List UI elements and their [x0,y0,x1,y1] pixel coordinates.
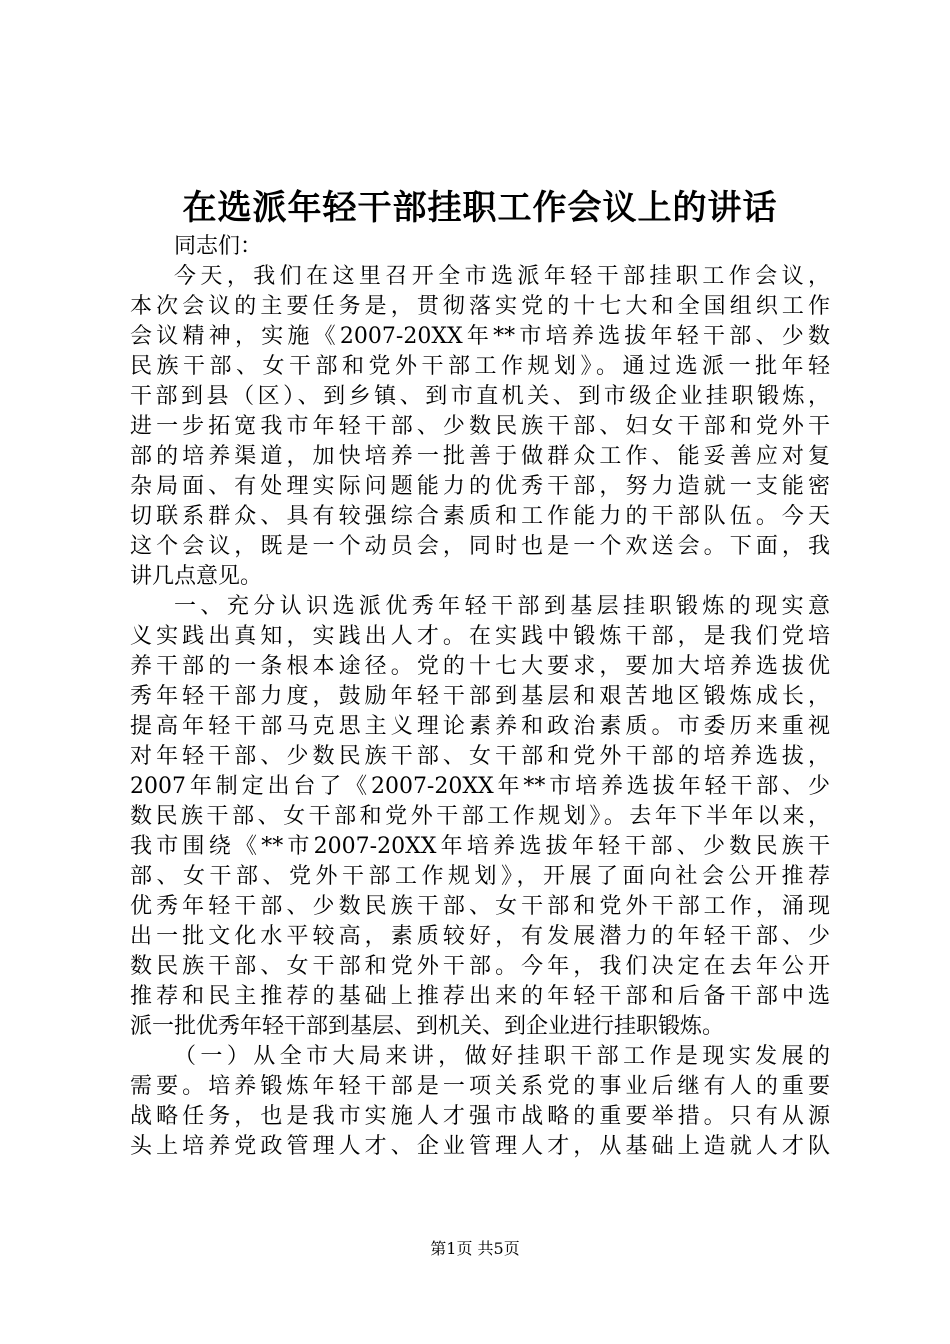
document-title: 在选派年轻干部挂职工作会议上的讲话 [182,188,778,228]
text-line: 讲几点意见。 [130,564,263,589]
page-footer: 第1页 共5页 [430,1239,520,1258]
text-line: 对年轻干部、少数民族干部、女干部和党外干部的培养选拔， [130,744,830,769]
text-line: 派一批优秀年轻干部到基层、到机关、到企业进行挂职锻炼。 [130,1014,725,1039]
text-line: 切联系群众、具有较强综合素质和工作能力的干部队伍。今天 [130,504,830,529]
text-line: 杂局面、有处理实际问题能力的优秀干部，努力造就一支能密 [130,474,830,499]
text-line: 这个会议，既是一个动员会，同时也是一个欢送会。下面，我 [130,534,830,559]
text-line: 优秀年轻干部、少数民族干部、女干部和党外干部工作，涌现 [130,894,830,919]
text-line: 头上培养党政管理人才、企业管理人才，从基础上造就人才队 [130,1134,830,1159]
text-line: （一）从全市大局来讲，做好挂职干部工作是现实发展的 [174,1044,830,1069]
text-line: 养干部的一条根本途径。党的十七大要求，要加大培养选拔优 [130,654,830,679]
text-line: 同志们： [174,234,263,259]
text-line: 需要。培养锻炼年轻干部是一项关系党的事业后继有人的重要 [130,1074,830,1099]
text-line: 义实践出真知，实践出人才。在实践中锻炼干部，是我们党培 [130,624,830,649]
text-line: 推荐和民主推荐的基础上推荐出来的年轻干部和后备干部中选 [130,984,830,1009]
text-line: 2007年制定出台了《2007-20XX年**市培养选拔年轻干部、少 [130,774,830,799]
text-line: 数民族干部、女干部和党外干部工作规划》。去年下半年以来， [130,804,830,829]
text-line: 进一步拓宽我市年轻干部、少数民族干部、妇女干部和党外干 [130,414,830,439]
text-line: 我市围绕《**市2007-20XX年培养选拔年轻干部、少数民族干 [130,834,830,859]
text-line: 数民族干部、女干部和党外干部。今年，我们决定在去年公开 [130,954,830,979]
text-line: 本次会议的主要任务是，贯彻落实党的十七大和全国组织工作 [130,294,830,319]
text-line: 出一批文化水平较高，素质较好，有发展潜力的年轻干部、少 [130,924,830,949]
text-line: 今天，我们在这里召开全市选派年轻干部挂职工作会议， [174,264,830,289]
text-line: 秀年轻干部力度，鼓励年轻干部到基层和艰苦地区锻炼成长， [130,684,830,709]
text-line: 部、女干部、党外干部工作规划》，开展了面向社会公开推荐 [130,864,830,889]
text-line: 提高年轻干部马克思主义理论素养和政治素质。市委历来重视 [130,714,830,739]
document-body [130,232,830,1162]
text-line: 部的培养渠道，加快培养一批善于做群众工作、能妥善应对复 [130,444,830,469]
text-line: 干部到县（区）、到乡镇、到市直机关、到市级企业挂职锻炼， [130,384,830,409]
text-line: 民族干部、女干部和党外干部工作规划》。通过选派一批年轻 [130,354,830,379]
text-line: 一、充分认识选派优秀年轻干部到基层挂职锻炼的现实意 [174,594,830,619]
text-line: 战略任务，也是我市实施人才强市战略的重要举措。只有从源 [130,1104,830,1129]
text-line: 会议精神，实施《2007-20XX年**市培养选拔年轻干部、少数 [130,324,830,349]
